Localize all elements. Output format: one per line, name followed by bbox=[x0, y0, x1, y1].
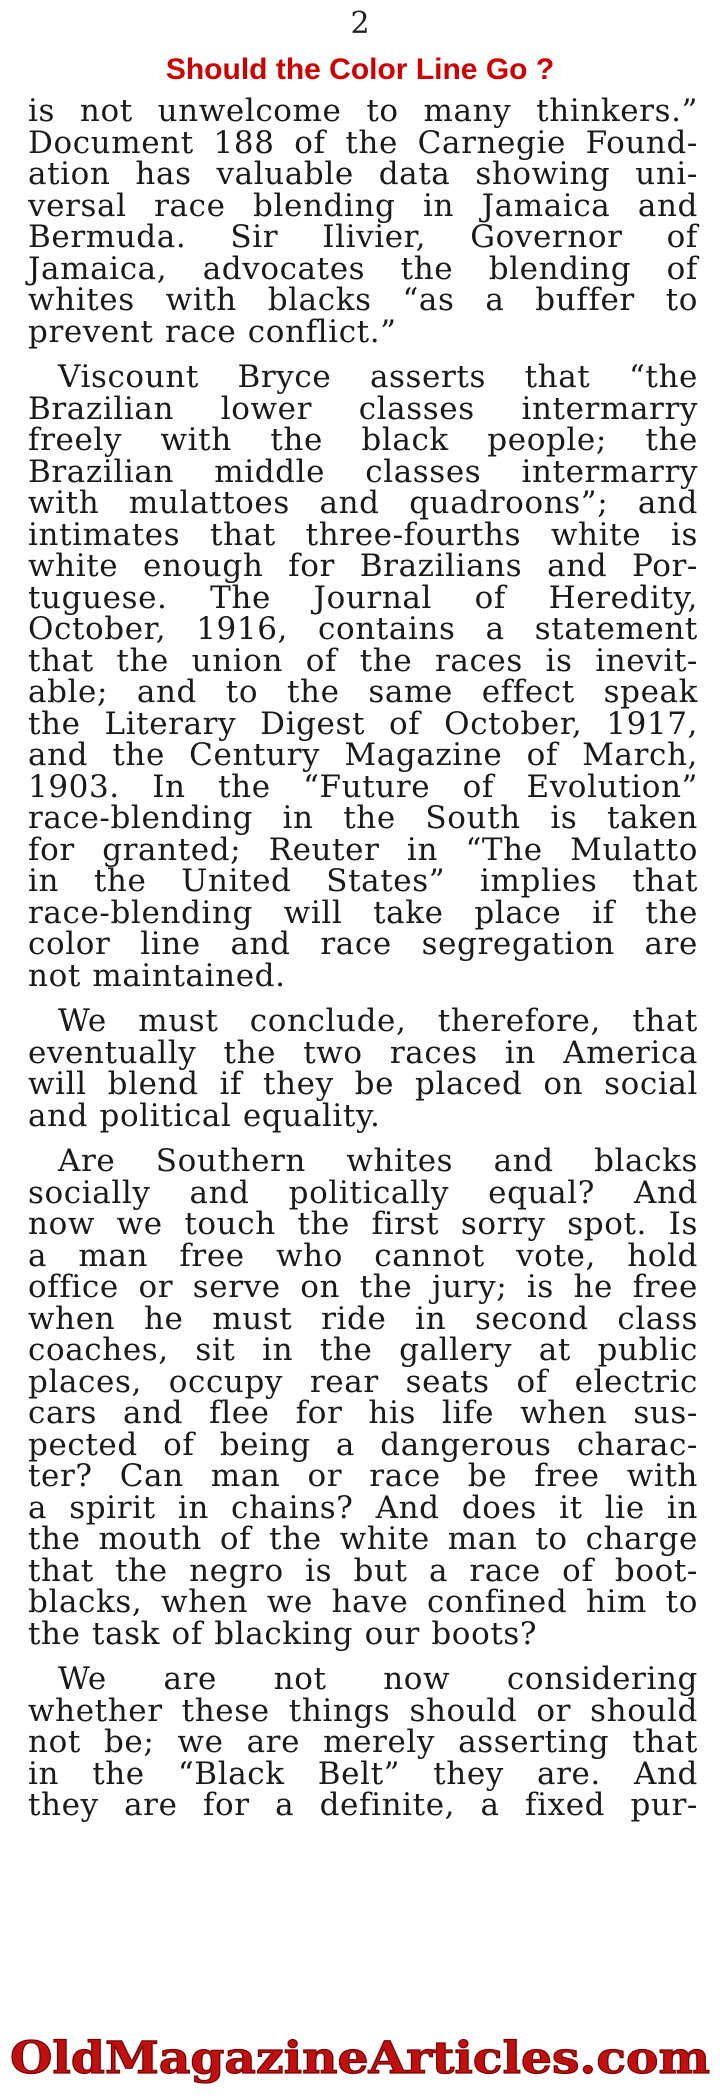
text-line: Bermuda. Sir Ilivier, Governor of bbox=[28, 219, 698, 255]
text-line: a spirit in chains? And does it lie in bbox=[28, 1489, 698, 1526]
paragraph bbox=[28, 359, 698, 994]
text-line: whether these things should or should bbox=[28, 1692, 698, 1729]
article-title: Should the Color Line Go ? bbox=[165, 53, 555, 86]
text-line: for granted; Reuter in “The Mulatto bbox=[28, 831, 698, 868]
text-line: now we touch the first sorry spot. Is bbox=[28, 1206, 698, 1242]
text-line: that the union of the races is inevit- bbox=[28, 642, 698, 679]
text-line: pected of being a dangerous charac- bbox=[28, 1426, 698, 1463]
text-line: prevent race conflict.” bbox=[28, 313, 397, 350]
text-line: in the United States” implies that bbox=[28, 863, 698, 899]
text-line: 1903. In the “Future of Evolution” bbox=[28, 768, 698, 805]
text-line: not be; we are merely asserting that bbox=[28, 1724, 698, 1760]
text-line: a man free who cannot vote, hold bbox=[28, 1237, 698, 1274]
text-line: ter? Can man or race be free with bbox=[28, 1458, 698, 1494]
text-line: in the “Black Belt” they are. And bbox=[28, 1755, 698, 1792]
paragraph bbox=[28, 1143, 698, 1652]
text-line: office or serve on the jury; is he free bbox=[28, 1269, 698, 1305]
text-line: tuguese. The Journal of Heredity, bbox=[28, 579, 698, 616]
text-line: Document 188 of the Carnegie Found- bbox=[28, 124, 698, 161]
text-line: white enough for Brazilians and Por- bbox=[28, 548, 698, 584]
text-line: We must conclude, therefore, that bbox=[58, 1003, 698, 1039]
text-line: socially and politically equal? And bbox=[28, 1174, 698, 1211]
text-line: color line and race segregation are bbox=[28, 926, 698, 962]
text-line: versal race blending in Jamaica and bbox=[28, 187, 698, 224]
text-line: whites with blacks “as a buffer to bbox=[28, 282, 698, 318]
text-line: will blend if they be placed on social bbox=[28, 1066, 698, 1102]
text-line: and political equality. bbox=[28, 1097, 381, 1134]
text-line: able; and to the same effect speak bbox=[28, 674, 698, 710]
text-line: Are Southern whites and blacks bbox=[58, 1143, 698, 1179]
text-line: places, occupy rear seats of electric bbox=[28, 1363, 698, 1400]
watermark-logo bbox=[0, 2025, 720, 2085]
text-line: coaches, sit in the gallery at public bbox=[28, 1332, 698, 1368]
text-line: the task of blacking our boots? bbox=[28, 1615, 538, 1652]
page-number: 2 bbox=[350, 6, 370, 41]
text-line: they are for a definite, a fixed pur- bbox=[28, 1787, 698, 1823]
text-line: We are not now considering bbox=[58, 1661, 698, 1697]
paragraph bbox=[28, 93, 698, 350]
text-line: Brazilian middle classes intermarry bbox=[28, 453, 698, 490]
text-line: freely with the black people; the bbox=[28, 422, 698, 458]
text-line: Brazilian lower classes intermarry bbox=[28, 390, 698, 427]
article-body bbox=[28, 93, 698, 1836]
text-line: that the negro is but a race of boot- bbox=[28, 1552, 698, 1589]
text-line: cars and flee for his life when sus- bbox=[28, 1395, 698, 1431]
site-watermark bbox=[0, 2025, 720, 2085]
text-line: eventually the two races in America bbox=[28, 1034, 698, 1071]
paragraph bbox=[28, 1661, 698, 1823]
text-line: the mouth of the white man to charge bbox=[28, 1521, 698, 1557]
text-line: Viscount Bryce asserts that “the bbox=[58, 359, 698, 395]
paragraph bbox=[28, 1003, 698, 1134]
text-line: Jamaica, advocates the blending of bbox=[28, 250, 698, 287]
text-line: race-blending in the South is taken bbox=[28, 800, 698, 836]
text-line: blacks, when we have confined him to bbox=[28, 1584, 698, 1620]
text-line: is not unwelcome to many thinkers.” bbox=[28, 93, 698, 129]
text-line: not maintained. bbox=[28, 957, 286, 994]
text-line: the Literary Digest of October, 1917, bbox=[28, 705, 698, 742]
text-line: with mulattoes and quadroons”; and bbox=[28, 485, 698, 521]
text-line: intimates that three-fourths white is bbox=[28, 516, 698, 553]
text-line: and the Century Magazine of March, bbox=[28, 737, 698, 773]
text-line: race-blending will take place if the bbox=[28, 894, 698, 931]
text-line: October, 1916, contains a statement bbox=[28, 611, 698, 647]
svg-text:OldMagazineArticles.com: OldMagazineArticles.com bbox=[10, 2033, 710, 2084]
text-line: when he must ride in second class bbox=[28, 1300, 698, 1337]
text-line: ation has valuable data showing uni- bbox=[28, 156, 698, 192]
